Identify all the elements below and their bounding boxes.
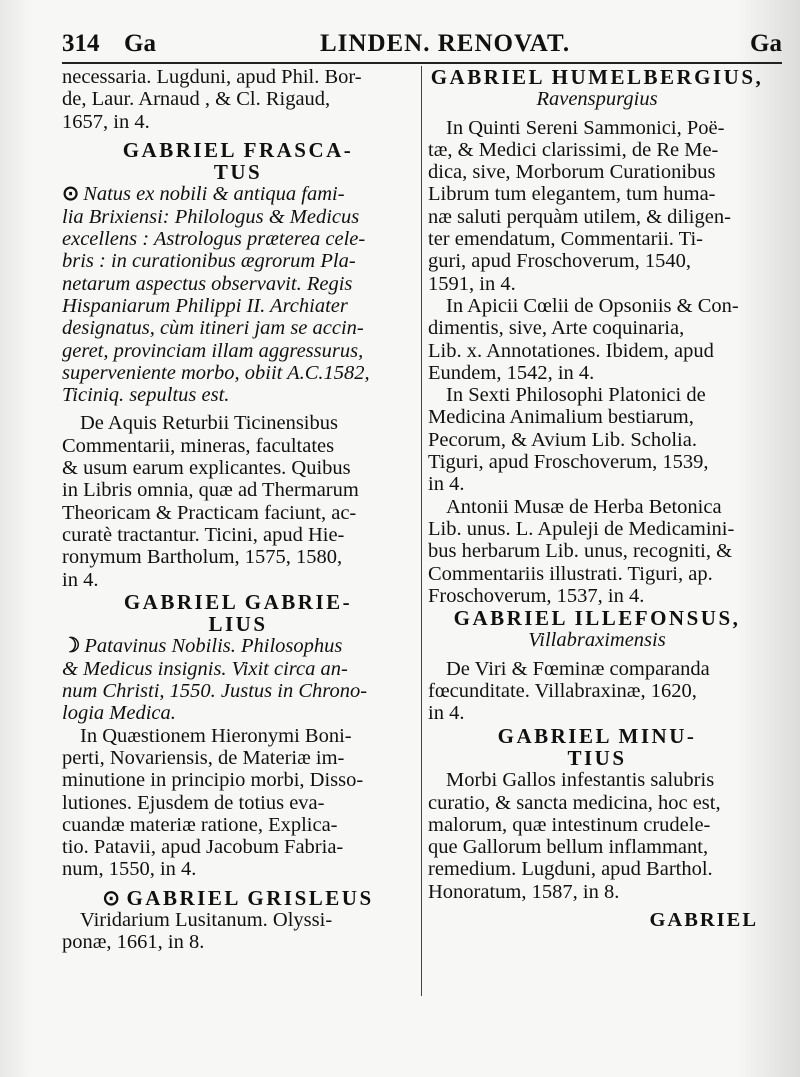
column-divider (421, 66, 422, 996)
entry-heading (428, 725, 766, 747)
text-line (62, 250, 414, 272)
right-catchletters: Ga (750, 30, 782, 57)
text-line (428, 909, 766, 931)
text-line (62, 909, 414, 931)
line-text: tæ, & Medici clarissimi, de Re Me- (428, 138, 719, 161)
text-line (62, 88, 414, 110)
line-text: necessaria. Lugduni, apud Phil. Bor- (62, 66, 362, 88)
entry-heading (62, 613, 414, 635)
line-text: Theoricam & Practicam faciunt, ac- (62, 501, 357, 524)
line-text: excellens : Astrologus præterea cele- (62, 228, 366, 251)
text-line (428, 139, 766, 161)
line-text: Lib. x. Annotationes. Ibidem, apud (428, 339, 714, 362)
line-text: malorum, quæ intestinum crudele- (428, 813, 711, 836)
line-text: In Quæstionem Hieronymi Boni- (80, 724, 352, 747)
text-line (62, 747, 414, 769)
text-line (428, 183, 766, 205)
line-text: dica, sive, Morborum Curationibus (428, 161, 716, 184)
text-line (62, 792, 414, 814)
line-text: superveniente morbo, obiit A.C.1582, (62, 361, 370, 384)
line-text: TUS (213, 161, 263, 184)
line-text: De Aquis Returbii Ticinensibus (80, 412, 338, 435)
text-line (62, 340, 414, 362)
line-text: Hispaniarum Philippi II. Archiater (62, 294, 348, 317)
text-line (428, 295, 766, 317)
page-number: 314 (62, 30, 100, 57)
text-line (428, 117, 766, 139)
line-text: GABRIEL HUMELBERGIUS, (430, 66, 764, 89)
line-text: Viridarium Lusitanum. Olyssi- (80, 908, 333, 931)
line-text: ronymum Bartholum, 1575, 1580, (62, 546, 343, 569)
text-line (62, 435, 414, 457)
text-line (62, 858, 414, 880)
line-text: in 4. (428, 473, 465, 496)
running-header (62, 28, 782, 64)
text-line (62, 384, 414, 406)
text-line (428, 362, 766, 384)
text-line (62, 769, 414, 791)
running-title: LINDEN. RENOVAT. (320, 30, 571, 57)
line-text: logia Medica. (62, 702, 176, 725)
text-line (428, 858, 766, 880)
line-text: & Medicus insignis. Vixit circa an- (62, 657, 348, 680)
line-text: fœcunditate. Villabraxinæ, 1620, (428, 680, 697, 703)
text-line (428, 540, 766, 562)
line-text: minutione in principio morbi, Disso- (62, 769, 364, 792)
text-line (62, 295, 414, 317)
line-text: Morbi Gallos infestantis salubris (446, 769, 715, 792)
text-line (428, 792, 766, 814)
text-line (62, 362, 414, 384)
text-line (62, 66, 414, 88)
entry-heading (62, 887, 414, 909)
text-line (62, 680, 414, 702)
line-text: curatio, & sancta medicina, hoc est, (428, 791, 721, 814)
symbol-mark-icon: ⊙ (102, 886, 123, 909)
text-line (428, 496, 766, 518)
line-text: Commentariis illustrati. Tiguri, ap. (428, 562, 713, 585)
line-text: tio. Patavii, apud Jacobum Fabria- (62, 836, 344, 859)
line-text: Pecorum, & Avium Lib. Scholia. (428, 428, 697, 451)
line-text: designatus, cùm itineri jam se accin- (62, 317, 364, 340)
line-text: que Gallorum bellum inflammant, (428, 836, 709, 859)
line-text: de, Laur. Arnaud , & Cl. Rigaud, (62, 88, 331, 111)
text-line (62, 502, 414, 524)
line-text: Commentarii, mineras, facultates (62, 434, 335, 457)
text-line (428, 340, 766, 362)
line-text: in 4. (62, 568, 99, 591)
line-text: Ticiniq. sepultus est. (62, 384, 230, 407)
line-text: ponæ, 1661, in 8. (62, 931, 205, 954)
line-text: 1591, in 4. (428, 272, 516, 295)
line-text: Patavinus Nobilis. Philosophus (84, 635, 343, 658)
text-line (62, 702, 414, 724)
right-column (428, 66, 766, 931)
line-text: Librum tum elegantem, tum huma- (428, 183, 716, 206)
line-text: dimentis, sive, Arte coquinaria, (428, 317, 685, 340)
text-line (62, 228, 414, 250)
entry-origin (428, 88, 766, 110)
text-line (428, 273, 766, 295)
line-text: Medicina Animalium bestiarum, (428, 406, 694, 429)
text-line (428, 206, 766, 228)
text-line (428, 429, 766, 451)
line-text: cuandæ materiæ ratione, Explica- (62, 813, 338, 836)
text-line (428, 250, 766, 272)
text-line (62, 206, 414, 228)
line-text: Tiguri, apud Froschoverum, 1539, (428, 451, 709, 474)
line-text: In Quinti Sereni Sammonici, Poë- (446, 116, 725, 139)
line-text: GABRIEL (649, 908, 758, 931)
line-text: GABRIEL ILLEFONSUS, (453, 607, 741, 630)
line-text: GABRIEL FRASCA- (122, 138, 354, 162)
entry-heading (62, 139, 414, 161)
symbol-mark-icon: ☽ (62, 635, 81, 658)
text-line (62, 546, 414, 568)
text-line (428, 563, 766, 585)
line-text: num Christi, 1550. Justus in Chrono- (62, 680, 368, 703)
line-text: In Apicii Cœlii de Opsoniis & Con- (446, 294, 739, 317)
line-text: TIUS (567, 746, 627, 770)
entry-heading (62, 591, 414, 613)
text-line (62, 317, 414, 339)
text-line (62, 183, 414, 205)
text-line (428, 836, 766, 858)
text-line (428, 384, 766, 406)
text-line (62, 273, 414, 295)
text-line (62, 836, 414, 858)
entry-origin (428, 629, 766, 651)
text-line (62, 412, 414, 434)
line-text: 1657, in 4. (62, 110, 150, 133)
text-line (428, 680, 766, 702)
text-line (62, 725, 414, 747)
text-line (62, 931, 414, 953)
text-line (428, 406, 766, 428)
line-text: in 4. (428, 702, 465, 725)
text-line (428, 228, 766, 250)
line-text: næ saluti perquàm utilem, & diligen- (428, 205, 731, 228)
text-line (428, 814, 766, 836)
text-line (62, 479, 414, 501)
line-text: lutiones. Ejusdem de totius eva- (62, 791, 325, 814)
text-line (428, 585, 766, 607)
line-text: Antonii Musæ de Herba Betonica (446, 495, 722, 518)
line-text: curatè tractantur. Ticini, apud Hie- (62, 523, 345, 546)
line-text: bus herbarum Lib. unus, recogniti, & (428, 540, 733, 563)
left-column (62, 66, 414, 954)
line-text: Eundem, 1542, in 4. (428, 361, 595, 384)
text-line (62, 111, 414, 133)
line-text: remedium. Lugduni, apud Barthol. (428, 858, 713, 881)
line-text: Froschoverum, 1537, in 4. (428, 584, 645, 607)
line-text: num, 1550, in 4. (62, 858, 197, 881)
line-text: Natus ex nobili & antiqua fami- (83, 183, 345, 206)
line-text: guri, apud Froschoverum, 1540, (428, 250, 692, 273)
entry-heading (428, 607, 766, 629)
text-line (428, 317, 766, 339)
line-text: Lib. unus. L. Apuleji de Medicamini- (428, 517, 735, 540)
line-text: GABRIEL MINU- (497, 724, 697, 747)
line-text: netarum aspectus observavit. Regis (62, 272, 353, 295)
text-line (62, 658, 414, 680)
text-line (428, 161, 766, 183)
line-text: lia Brixiensi: Philologus & Medicus (62, 205, 360, 228)
line-text: Honoratum, 1587, in 8. (428, 880, 620, 903)
line-text: perti, Novariensis, de Materiæ im- (62, 746, 345, 769)
text-line (428, 451, 766, 473)
line-text: geret, provinciam illam aggressurus, (62, 339, 364, 362)
line-text: ter emendatum, Commentarii. Ti- (428, 228, 704, 251)
line-text: LIUS (208, 613, 268, 636)
line-text: GABRIEL GABRIE- (123, 590, 353, 614)
text-line (428, 702, 766, 724)
line-text: & usum earum explicantes. Quibus (62, 457, 351, 480)
entry-heading (62, 161, 414, 183)
text-line (62, 457, 414, 479)
text-line (428, 658, 766, 680)
line-text: De Viri & Fœminæ comparanda (446, 657, 710, 680)
line-text: in Libris omnia, quæ ad Thermarum (62, 479, 359, 502)
text-line (428, 881, 766, 903)
line-text: In Sexti Philosophi Platonici de (446, 384, 706, 407)
line-text: bris : in curationibus ægrorum Pla- (62, 250, 356, 273)
line-text: GABRIEL GRISLEUS (126, 886, 374, 909)
text-line (428, 473, 766, 495)
text-line (62, 635, 414, 657)
symbol-mark-icon: ⊙ (62, 183, 80, 206)
text-line (62, 569, 414, 591)
text-line (62, 814, 414, 836)
text-line (428, 769, 766, 791)
line-text: Ravenspurgius (536, 88, 658, 111)
entry-heading (428, 66, 766, 88)
left-catchletters: Ga (124, 30, 156, 57)
line-text: Villabraximensis (528, 629, 666, 652)
entry-heading (428, 747, 766, 769)
text-line (62, 524, 414, 546)
text-line (428, 518, 766, 540)
